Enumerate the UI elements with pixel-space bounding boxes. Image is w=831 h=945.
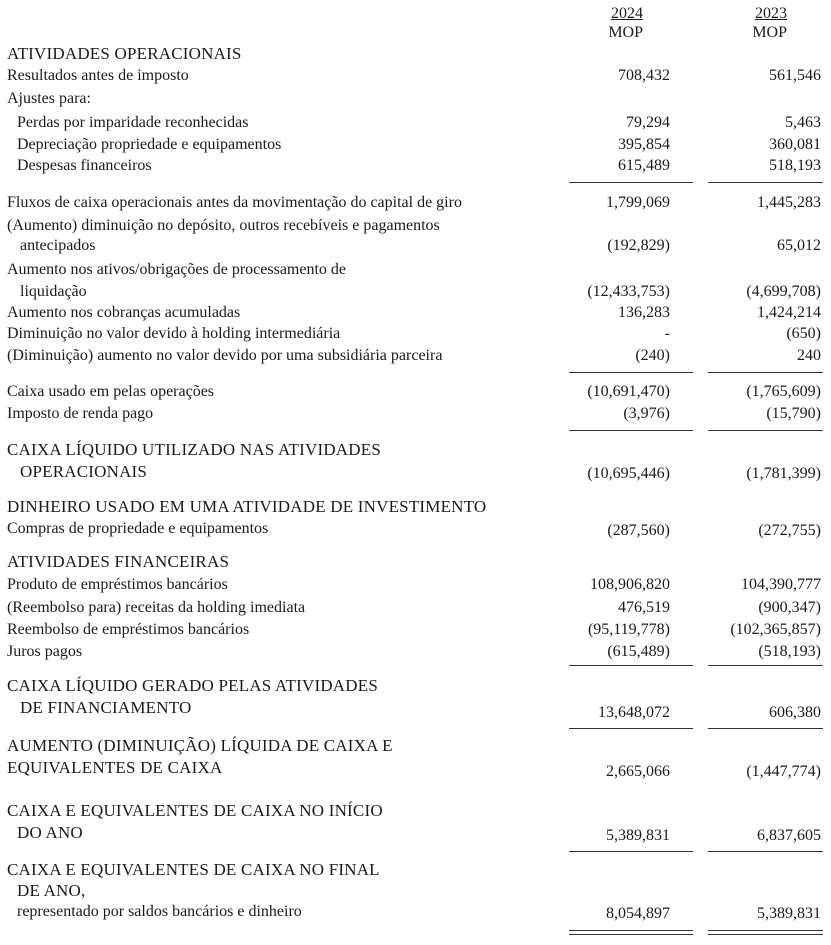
row-label-depreciation: Depreciação propriedade e equipamentos bbox=[17, 136, 282, 153]
row-label-net-operating-line2: OPERACIONAIS bbox=[20, 462, 148, 481]
value-2023-bank-loan-proceeds: 104,390,777 bbox=[741, 576, 821, 593]
row-label-cash-used-in-operations: Caixa usado em pelas operações bbox=[7, 383, 215, 400]
value-2024-net-financing: 13,648,072 bbox=[598, 704, 670, 721]
row-label-ending-cash-line3: representado por saldos bancários e dinheiro bbox=[17, 903, 302, 920]
row-label-deposits-line1: (Aumento) diminuição no depósito, outros recebíveis e pagamentos bbox=[7, 217, 440, 234]
subtotal-rule bbox=[708, 182, 823, 183]
row-label-beginning-cash-line2: DO ANO bbox=[17, 823, 83, 842]
value-2023-deposits: 65,012 bbox=[777, 237, 821, 254]
column-header-2023: 2023 bbox=[755, 5, 787, 22]
value-2024-net-operating: (10,695,446) bbox=[587, 465, 670, 482]
value-2024-depreciation: 395,854 bbox=[618, 136, 670, 153]
value-2024-finance-costs: 615,489 bbox=[618, 157, 670, 174]
row-label-intermediate-holding: Diminuição no valor devido à holding intermediária bbox=[7, 325, 341, 342]
value-2023-beginning-cash: 6,837,605 bbox=[757, 827, 821, 844]
value-2023-impairment: 5,463 bbox=[785, 114, 821, 131]
currency-header-2023: MOP bbox=[752, 24, 787, 41]
total-double-rule bbox=[708, 930, 823, 935]
total-double-rule bbox=[569, 930, 693, 935]
row-label-deposits-line2: antecipados bbox=[20, 237, 96, 254]
subtotal-rule bbox=[569, 182, 693, 183]
row-label-profit-before-tax: Resultados antes de imposto bbox=[7, 67, 189, 84]
value-2024-bank-loan-proceeds: 108,906,820 bbox=[590, 576, 670, 593]
row-label-fellow-subsidiary: (Diminuição) aumento no valor devido por uma subsidiária parceira bbox=[7, 347, 443, 364]
value-2024-intermediate-holding: - bbox=[664, 325, 670, 342]
row-label-bank-loan-repayment: Reembolso de empréstimos bancários bbox=[7, 621, 250, 638]
currency-header-2024: MOP bbox=[608, 24, 643, 41]
value-2024-profit-before-tax: 708,432 bbox=[618, 67, 670, 84]
value-2024-net-change: 2,665,066 bbox=[606, 763, 670, 780]
value-2023-interest-paid: (518,193) bbox=[758, 643, 821, 660]
value-2024-settlement: (12,433,753) bbox=[587, 283, 670, 300]
value-2023-profit-before-tax: 561,546 bbox=[769, 67, 821, 84]
value-2023-intermediate-holding: (650) bbox=[786, 325, 821, 342]
section-title-investing: DINHEIRO USADO EM UMA ATIVIDADE DE INVESTIMENTO bbox=[7, 497, 487, 516]
value-2023-depreciation: 360,081 bbox=[769, 136, 821, 153]
row-label-impairment: Perdas por imparidade reconhecidas bbox=[17, 114, 249, 131]
subtotal-rule bbox=[708, 430, 823, 431]
value-2023-immediate-holding: (900,347) bbox=[758, 599, 821, 616]
row-label-settlement-line1: Aumento nos ativos/obrigações de processamento de bbox=[7, 261, 347, 278]
subtotal-rule bbox=[569, 728, 693, 729]
value-2024-beginning-cash: 5,389,831 bbox=[606, 827, 670, 844]
value-2023-net-operating: (1,781,399) bbox=[746, 465, 821, 482]
row-label-net-change-line1: AUMENTO (DIMINUIÇÃO) LÍQUIDA DE CAIXA E bbox=[7, 736, 393, 755]
row-label-interest-paid: Juros pagos bbox=[7, 643, 83, 660]
row-label-income-tax-paid: Imposto de renda pago bbox=[7, 405, 154, 422]
value-2023-operating-cash-flows: 1,445,283 bbox=[757, 194, 821, 211]
section-title-operating: ATIVIDADES OPERACIONAIS bbox=[7, 44, 242, 63]
subtotal-rule bbox=[708, 665, 823, 666]
row-label-net-change-line2: EQUIVALENTES DE CAIXA bbox=[7, 758, 223, 777]
value-2024-deposits: (192,829) bbox=[607, 237, 670, 254]
row-label-accrued-billings: Aumento nos cobranças acumuladas bbox=[7, 304, 241, 321]
value-2023-net-financing: 606,380 bbox=[769, 704, 821, 721]
subtotal-rule bbox=[708, 372, 823, 373]
value-2023-ending-cash: 5,389,831 bbox=[757, 905, 821, 922]
subtotal-rule bbox=[708, 851, 823, 852]
row-label-ending-cash-line1: CAIXA E EQUIVALENTES DE CAIXA NO FINAL bbox=[7, 860, 380, 879]
value-2024-bank-loan-repayment: (95,119,778) bbox=[587, 621, 670, 638]
column-header-2024: 2024 bbox=[611, 5, 643, 22]
row-label-finance-costs: Despesas financeiros bbox=[17, 157, 152, 174]
row-label-adjustments: Ajustes para: bbox=[7, 90, 91, 107]
value-2023-settlement: (4,699,708) bbox=[746, 283, 821, 300]
value-2023-finance-costs: 518,193 bbox=[769, 157, 821, 174]
row-label-ending-cash-line2: DE ANO, bbox=[17, 881, 86, 900]
subtotal-rule bbox=[569, 851, 693, 852]
row-label-purchases-ppe: Compras de propriedade e equipamentos bbox=[7, 520, 269, 537]
subtotal-rule bbox=[569, 372, 693, 373]
value-2024-ending-cash: 8,054,897 bbox=[606, 905, 670, 922]
value-2024-impairment: 79,294 bbox=[626, 114, 670, 131]
value-2023-net-change: (1,447,774) bbox=[746, 763, 821, 780]
subtotal-rule bbox=[708, 728, 823, 729]
value-2024-cash-used-in-operations: (10,691,470) bbox=[587, 383, 670, 400]
value-2023-purchases-ppe: (272,755) bbox=[758, 522, 821, 539]
value-2023-fellow-subsidiary: 240 bbox=[797, 347, 821, 364]
value-2024-immediate-holding: 476,519 bbox=[618, 599, 670, 616]
value-2024-fellow-subsidiary: (240) bbox=[635, 347, 670, 364]
row-label-net-financing-line2: DE FINANCIAMENTO bbox=[20, 698, 192, 717]
value-2023-income-tax-paid: (15,790) bbox=[766, 405, 821, 422]
subtotal-rule bbox=[569, 430, 693, 431]
row-label-net-operating-line1: CAIXA LÍQUIDO UTILIZADO NAS ATIVIDADES bbox=[7, 440, 382, 459]
value-2024-purchases-ppe: (287,560) bbox=[607, 522, 670, 539]
row-label-immediate-holding: (Reembolso para) receitas da holding imediata bbox=[7, 599, 306, 616]
subtotal-rule bbox=[569, 665, 693, 666]
row-label-beginning-cash-line1: CAIXA E EQUIVALENTES DE CAIXA NO INÍCIO bbox=[7, 801, 383, 820]
row-label-bank-loan-proceeds: Produto de empréstimos bancários bbox=[7, 576, 228, 593]
value-2024-income-tax-paid: (3,976) bbox=[623, 405, 670, 422]
row-label-settlement-line2: liquidação bbox=[20, 283, 87, 300]
value-2023-bank-loan-repayment: (102,365,857) bbox=[730, 621, 821, 638]
value-2024-interest-paid: (615,489) bbox=[607, 643, 670, 660]
row-label-net-financing-line1: CAIXA LÍQUIDO GERADO PELAS ATIVIDADES bbox=[7, 676, 378, 695]
value-2024-operating-cash-flows: 1,799,069 bbox=[606, 194, 670, 211]
value-2024-accrued-billings: 136,283 bbox=[618, 304, 670, 321]
value-2023-cash-used-in-operations: (1,765,609) bbox=[746, 383, 821, 400]
value-2023-accrued-billings: 1,424,214 bbox=[757, 304, 821, 321]
row-label-operating-cash-flows: Fluxos de caixa operacionais antes da movimentação do capital de giro bbox=[7, 194, 462, 211]
section-title-financing: ATIVIDADES FINANCEIRAS bbox=[7, 552, 230, 571]
